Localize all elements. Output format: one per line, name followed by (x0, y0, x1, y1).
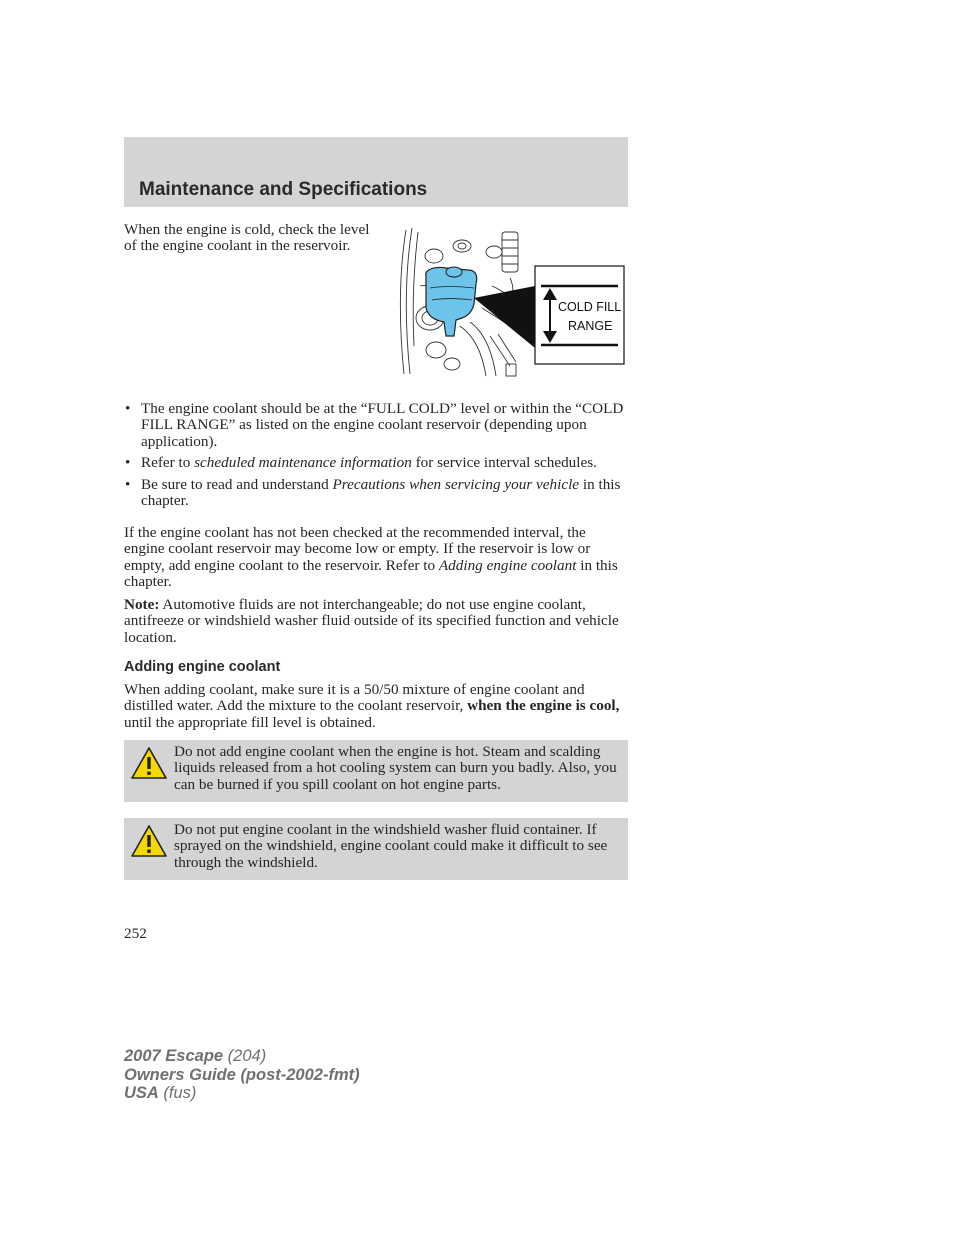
cold-fill-label-line1: COLD FILL (558, 300, 622, 314)
engine-coolant-reservoir-illustration (390, 226, 630, 378)
warning-text: Do not put engine coolant in the windshield washer fluid container. If sprayed on the windshield, engine coolant could make it difficult to see through the windshield. (174, 821, 608, 871)
adding-coolant-paragraph (124, 682, 628, 731)
note-text: Automotive fluids are not interchangeable; do not use engine coolant, antifreeze or windshield washer fluid outside of its specified function and vehicle location. (124, 596, 619, 646)
paragraph-text: When adding coolant, make sure it is a 50/50 mixture of engine coolant and distilled water. Add the mixture to the coolant reservoir, (124, 681, 585, 715)
bullet-item (124, 455, 628, 471)
footer-guide: Owners Guide (post-2002-fmt) (124, 1065, 360, 1084)
paragraph-text: If the engine coolant has not been checked at the recommended interval, the engine coolant reservoir may become low or empty. If the reservoir is low or empty, add engine coolant to the reservoir. Refer to (124, 524, 591, 574)
warning-box-washer-fluid (124, 818, 628, 880)
coolant-check-bullet-list (124, 401, 628, 514)
coolant-reservoir-figure (390, 226, 630, 378)
page-number: 252 (124, 925, 147, 942)
intro-paragraph: When the engine is cold, check the level of the engine coolant in the reservoir. (124, 221, 370, 255)
paragraph-text-end: until the appropriate fill level is obtained. (124, 713, 376, 731)
section-header-band (124, 137, 628, 207)
adding-coolant-reference: Adding engine coolant (438, 556, 577, 574)
footer-market: USA (124, 1084, 159, 1102)
warning-box-hot-engine (124, 740, 628, 802)
section-title: Maintenance and Specifications (139, 179, 428, 200)
bullet-text-post: in this chapter. (141, 475, 621, 510)
footer-market-code: (fus) (158, 1084, 197, 1102)
bullet-marker: • (125, 454, 131, 472)
bullet-marker: • (125, 400, 131, 417)
bullet-marker: • (125, 475, 131, 493)
bullet-text: The engine coolant should be at the “FULL COLD” level or within the “COLD FILL RANGE” as listed on the engine coolant reservoir (depending upon application). (141, 400, 624, 450)
document-footer (124, 1047, 360, 1103)
paragraph-text-end: in this chapter. (124, 556, 618, 591)
adding-coolant-heading: Adding engine coolant (124, 659, 281, 675)
warning-text: Do not add engine coolant when the engine is hot. Steam and scalding liquids released from a hot cooling system can burn you badly. Also, you can be burned if you spill coolant on hot engine parts. (174, 743, 617, 793)
bullet-text-pre: Refer to (141, 454, 195, 472)
footer-model-code: (204) (223, 1047, 267, 1065)
low-reservoir-paragraph (124, 525, 628, 591)
bullet-item (124, 401, 628, 450)
note-label: Note: (124, 596, 160, 613)
footer-model: 2007 Escape (124, 1047, 224, 1065)
engine-cool-emphasis: when the engine is cool, (467, 697, 620, 715)
warning-triangle-icon (130, 824, 168, 858)
note-paragraph (124, 597, 628, 646)
cold-fill-label-line2: RANGE (568, 319, 613, 333)
footer-line-market (124, 1084, 360, 1103)
bullet-text-post: for service interval schedules. (411, 454, 597, 472)
footer-line-guide (124, 1066, 360, 1085)
maintenance-reference-link: scheduled maintenance information (194, 454, 412, 472)
bullet-item (124, 477, 628, 510)
bullet-text-pre: Be sure to read and understand (141, 475, 333, 493)
precautions-reference-link: Precautions when servicing your vehicle (332, 475, 580, 493)
footer-line-model (124, 1047, 360, 1066)
warning-triangle-icon (130, 746, 168, 780)
